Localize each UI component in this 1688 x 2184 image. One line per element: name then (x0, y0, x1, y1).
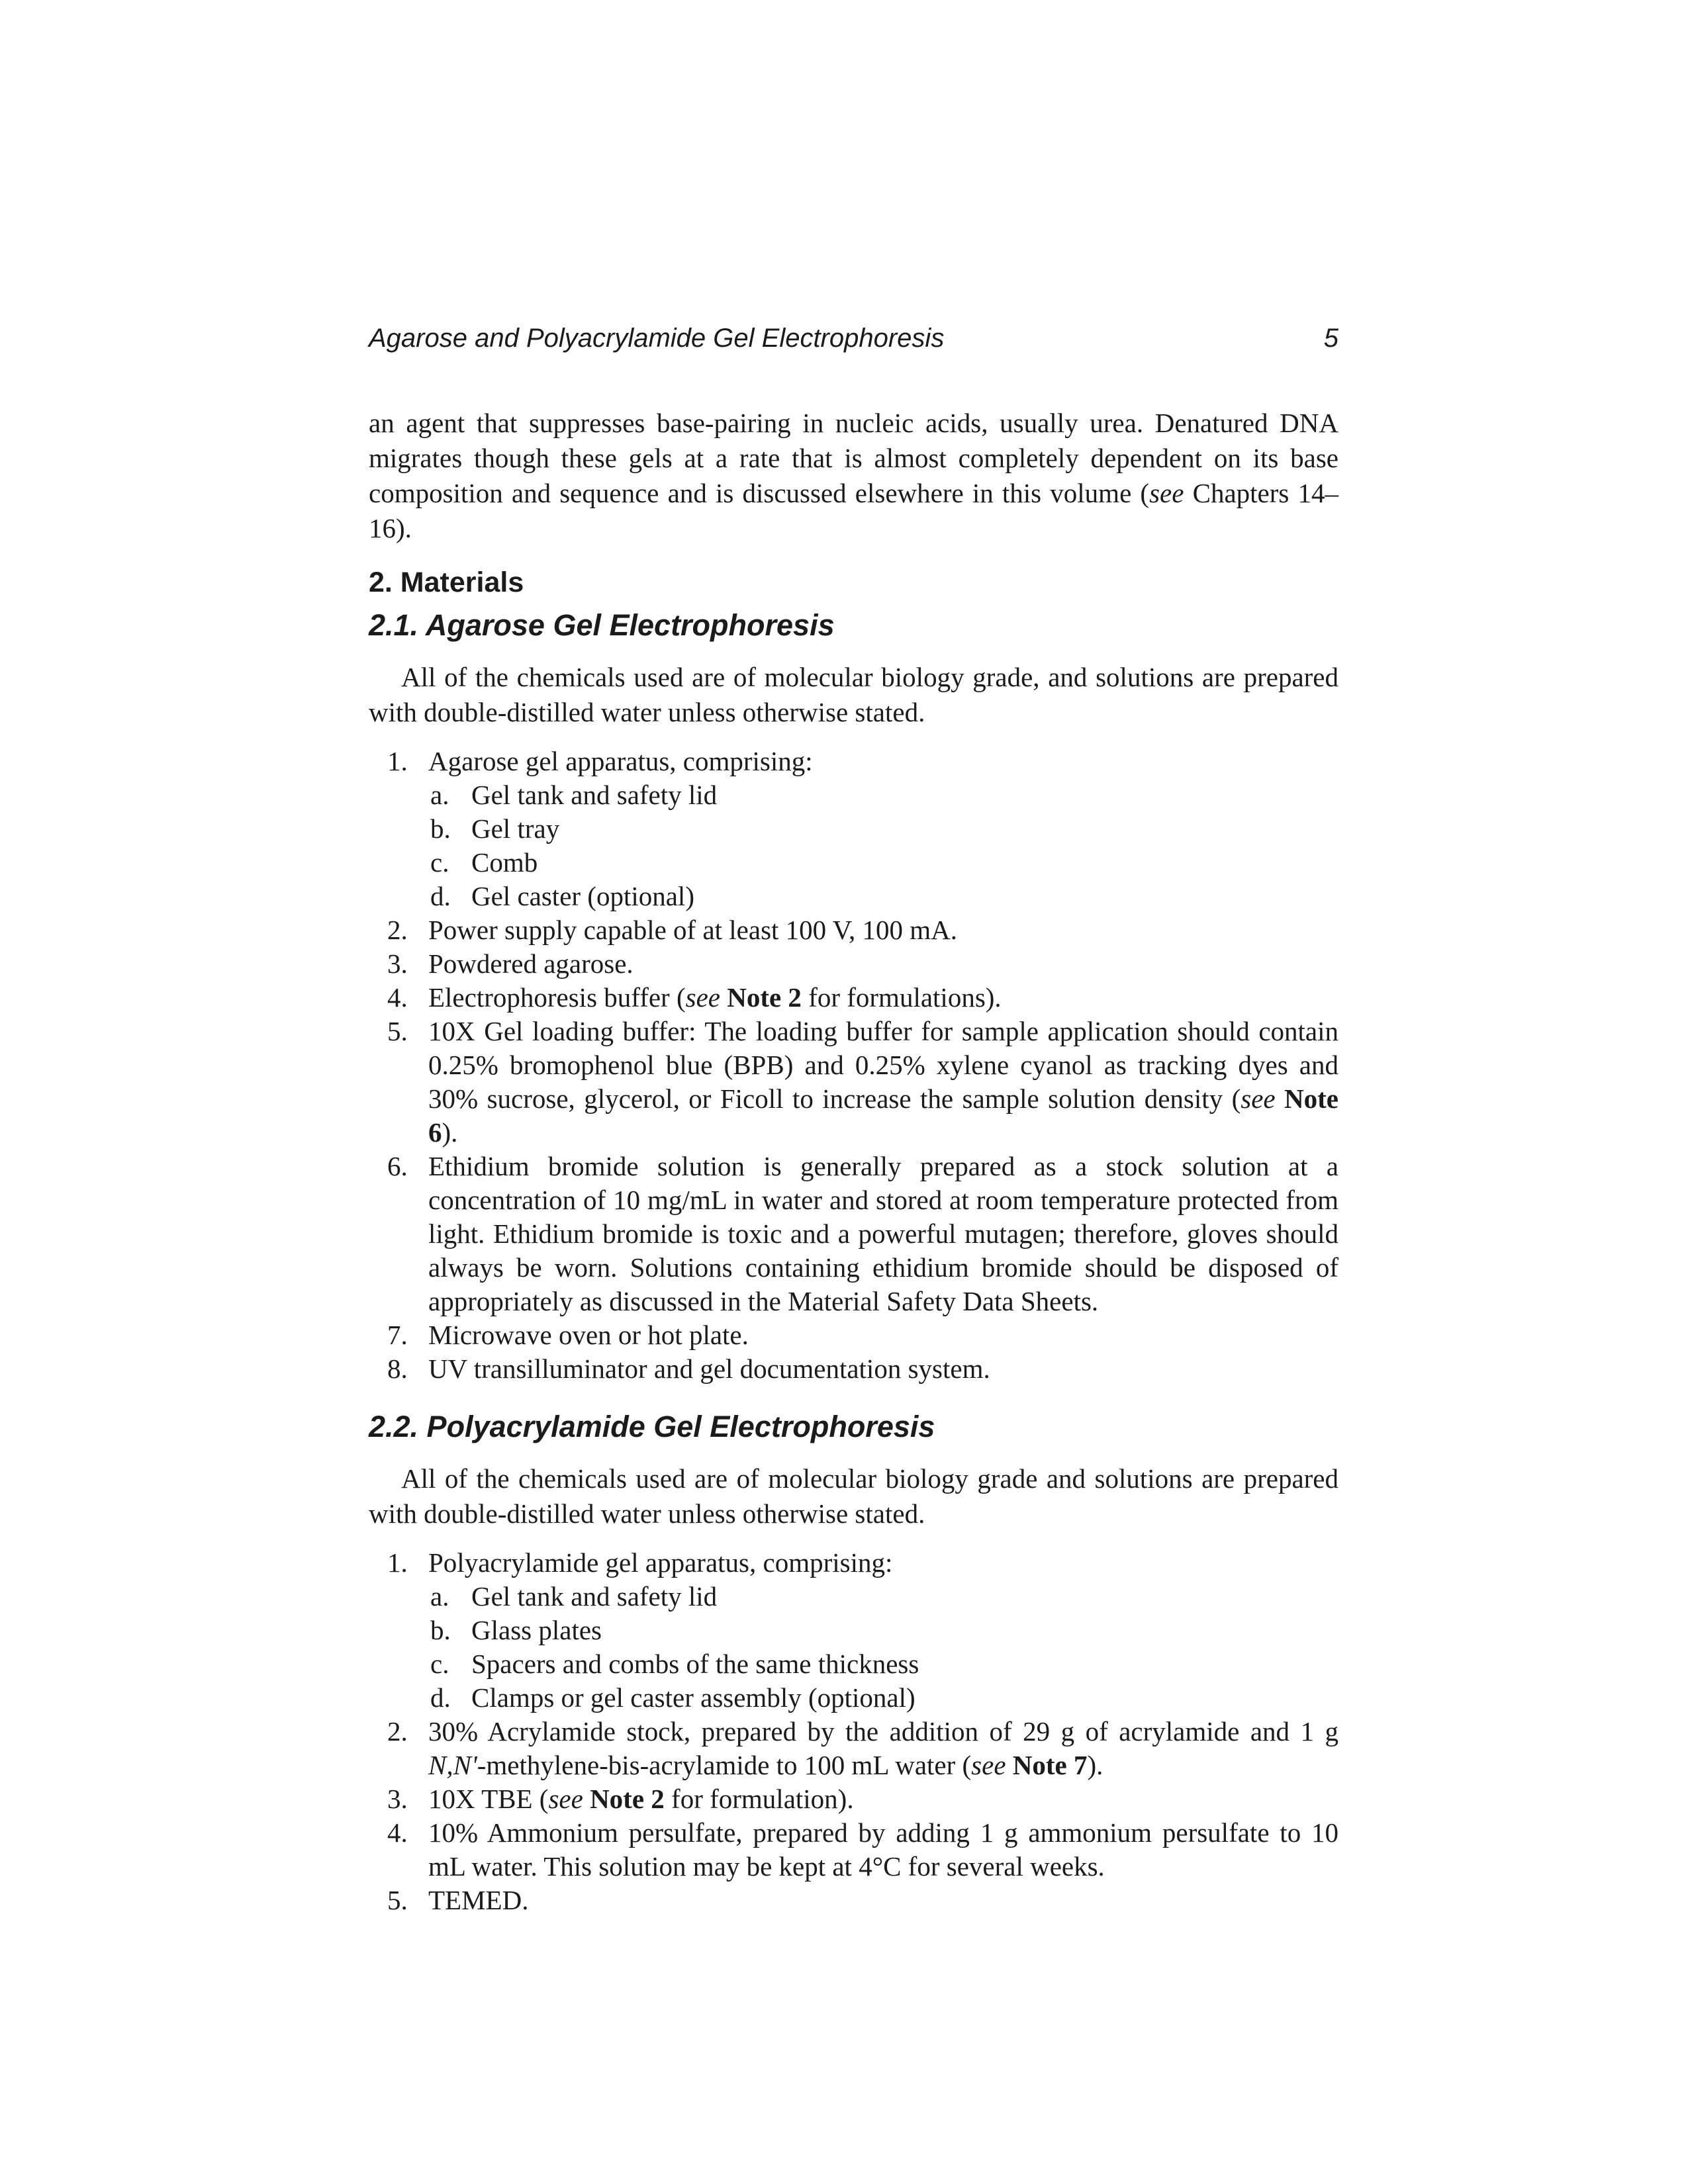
running-header (369, 322, 1338, 354)
materials-heading: 2. Materials (369, 567, 524, 598)
list-item (369, 1015, 1338, 1150)
list-item (369, 1352, 1338, 1386)
list-item-text: Electrophoresis buffer (see Note 2 for formulations). (428, 982, 1002, 1013)
list-item (369, 1318, 1338, 1352)
running-header-title: Agarose and Polyacrylamide Gel Electrophoresis (369, 324, 945, 353)
list-item (369, 947, 1338, 981)
page-content (369, 322, 1338, 1917)
list-item (369, 1782, 1338, 1816)
sub-list-item (369, 846, 1338, 880)
list-item-text: 30% Acrylamide stock, prepared by the addition of 29 g of acrylamide and 1 g N,N'-methylene-bis-acrylamide to 100 mL water (see Note 7). (428, 1716, 1338, 1780)
section-2-1-lead-paragraph: All of the chemicals used are of molecular biology grade, and solutions are prepared with double-distilled water unless otherwise stated. (369, 662, 1338, 727)
list-item-number: 5. (387, 1885, 408, 1915)
section-2-2-list (369, 1546, 1338, 1917)
sub-item-text: Gel tank and safety lid (471, 780, 718, 810)
list-item-text: TEMED. (428, 1885, 529, 1915)
list-item-text: Ethidium bromide solution is generally prepared as a stock solution at a concentration of 10 mg/mL in water and stored at room temperature protected from light. Ethidium bromide is toxic and a powerful mutagen; therefore, gloves should always be worn. Solutions containing ethidium bromide should be disposed of appropriately as discussed in the Material Safety Data Sheets. (428, 1151, 1338, 1316)
sub-item-letter: c. (430, 1649, 449, 1679)
list-item-text: UV transilluminator and gel documentation system. (428, 1353, 990, 1384)
sub-item-text: Gel caster (optional) (471, 881, 694, 911)
list-item (369, 745, 1338, 778)
list-item-text: Power supply capable of at least 100 V, 100 mA. (428, 915, 957, 945)
list-item-number: 4. (387, 982, 408, 1013)
sub-item-letter: d. (430, 881, 451, 911)
list-item (369, 1546, 1338, 1580)
list-item-number: 1. (387, 746, 408, 776)
list-item-text: 10X Gel loading buffer: The loading buffer for sample application should contain 0.25% bromophenol blue (BPB) and 0.25% xylene cyanol as tracking dyes and 30% sucrose, glycerol, or Ficoll to increase the sample solution density (see Note 6). (428, 1016, 1339, 1148)
sub-item-letter: a. (430, 1581, 449, 1612)
list-item-number: 3. (387, 1784, 408, 1814)
list-item-number: 8. (387, 1353, 408, 1384)
list-item-number: 5. (387, 1016, 408, 1046)
sub-list-item (369, 812, 1338, 846)
list-item (369, 1715, 1338, 1782)
sub-item-letter: a. (430, 780, 449, 810)
sub-list-item (369, 1614, 1338, 1647)
list-item-number: 4. (387, 1817, 408, 1848)
list-item-number: 6. (387, 1151, 408, 1181)
section-2-2-heading: 2.2. Polyacrylamide Gel Electrophoresis (369, 1410, 935, 1443)
list-item-text: Agarose gel apparatus, comprising: (428, 746, 813, 776)
sub-item-text: Comb (471, 847, 538, 878)
section-2-1-heading: 2.1. Agarose Gel Electrophoresis (369, 608, 835, 642)
intro-paragraph: an agent that suppresses base-pairing in nucleic acids, usually urea. Denatured DNA migrates though these gels at a rate that is almost completely dependent on its base composition and sequence and is discussed elsewhere in this volume (see Chapters 14–16). (369, 408, 1338, 543)
list-item (369, 1150, 1338, 1318)
sub-item-text: Gel tray (471, 813, 560, 844)
sub-item-text: Glass plates (471, 1615, 602, 1645)
list-item-text: Powdered agarose. (428, 948, 633, 979)
sub-list-item (369, 1681, 1338, 1715)
sub-item-letter: d. (430, 1682, 451, 1713)
list-item-number: 2. (387, 915, 408, 945)
sub-item-text: Gel tank and safety lid (471, 1581, 718, 1612)
list-item-number: 1. (387, 1547, 408, 1578)
list-item-number: 3. (387, 948, 408, 979)
section-2-2-lead-paragraph: All of the chemicals used are of molecular biology grade and solutions are prepared with double-distilled water unless otherwise stated. (369, 1463, 1338, 1529)
list-item-text: 10X TBE (see Note 2 for formulation). (428, 1784, 854, 1814)
sub-list-item (369, 880, 1338, 913)
sub-item-letter: c. (430, 847, 449, 878)
list-item-text: Polyacrylamide gel apparatus, comprising: (428, 1547, 893, 1578)
list-item (369, 981, 1338, 1015)
sub-list-item (369, 1580, 1338, 1614)
list-item (369, 913, 1338, 947)
list-item-number: 7. (387, 1320, 408, 1350)
sub-list-item (369, 1647, 1338, 1681)
list-item-text: 10% Ammonium persulfate, prepared by adding 1 g ammonium persulfate to 10 mL water. This solution may be kept at 4°C for several weeks. (428, 1817, 1338, 1882)
sub-item-text: Spacers and combs of the same thickness (471, 1649, 919, 1679)
sub-list-item (369, 778, 1338, 812)
list-item (369, 1816, 1338, 1884)
sub-item-text: Clamps or gel caster assembly (optional) (471, 1682, 915, 1713)
list-item (369, 1884, 1338, 1917)
page-number: 5 (1323, 324, 1338, 353)
list-item-number: 2. (387, 1716, 408, 1747)
sub-item-letter: b. (430, 813, 451, 844)
list-item-text: Microwave oven or hot plate. (428, 1320, 749, 1350)
section-2-1-list (369, 745, 1338, 1386)
sub-item-letter: b. (430, 1615, 451, 1645)
